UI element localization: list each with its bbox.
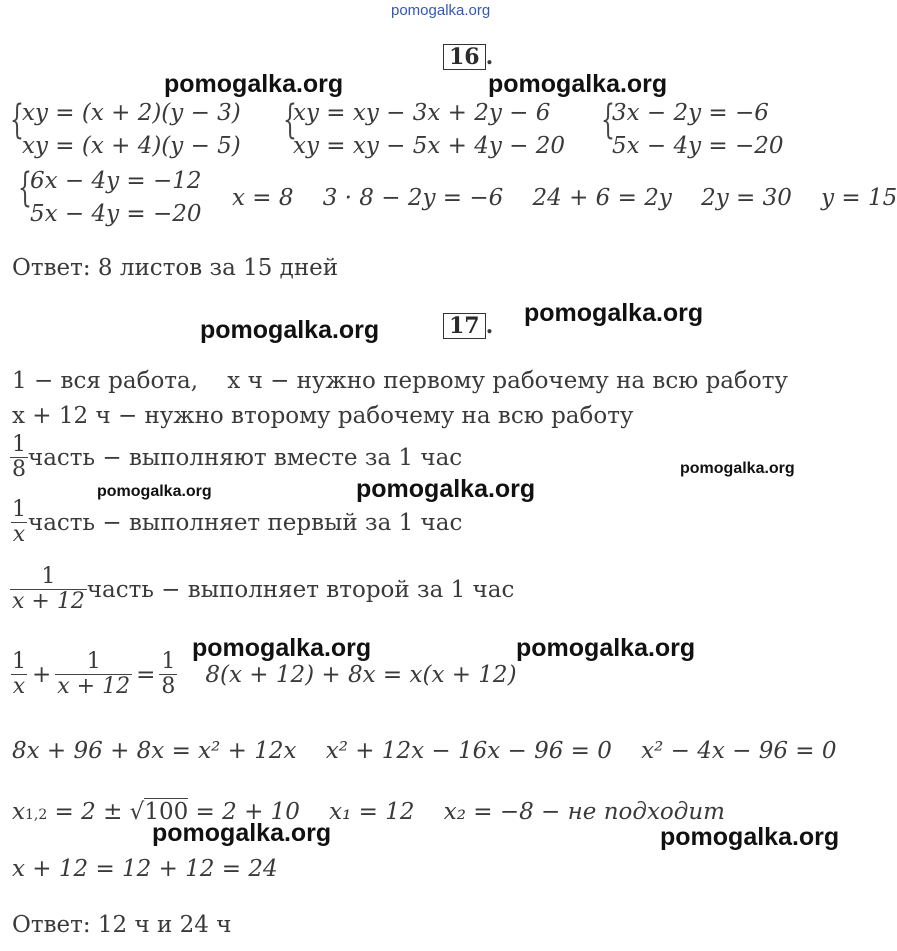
- eq-frac-1-x: [10, 650, 28, 699]
- system4-eq1: 6x − 4y = −12: [30, 168, 202, 194]
- fraction-numerator: 1: [12, 432, 26, 457]
- system2-eq2: xy = xy − 5x + 4y − 20: [293, 133, 566, 159]
- final-line: x + 12 = 12 + 12 = 24: [12, 856, 278, 882]
- watermark: pomogalka.org: [488, 70, 668, 98]
- system-brace: {: [18, 165, 32, 211]
- watermark: pomogalka.org: [524, 299, 704, 327]
- eq-frac-1-8: [159, 650, 177, 699]
- fraction-numerator: 1: [12, 497, 26, 522]
- system4-eq2: 5x − 4y = −20: [30, 201, 202, 227]
- fraction-3-text: часть − выполняет второй за 1 час: [86, 576, 515, 603]
- fraction-2-text: часть − выполняет первый за 1 час: [28, 509, 463, 536]
- equals-sign: =: [136, 661, 156, 688]
- roots-part-b: = 2 ±: [47, 799, 130, 825]
- task-16-number-box: 16: [443, 44, 486, 70]
- fraction-numerator: 1: [86, 649, 101, 674]
- system1-eq1: xy = (x + 2)(y − 3): [22, 100, 241, 126]
- plus-sign: +: [32, 661, 52, 688]
- fraction-denominator: x: [12, 674, 26, 699]
- fraction-denominator: x: [12, 522, 26, 547]
- roots-part-c: = 2 + 10 x₁ = 12 x₂ = −8 − не подходит: [188, 799, 725, 825]
- system3-eq1: 3x − 2y = −6: [612, 100, 769, 126]
- eq-tail: 8(x + 12) + 8x = x(x + 12): [205, 661, 517, 688]
- roots-var: x: [12, 799, 25, 825]
- roots-line: [12, 798, 725, 828]
- system1-eq2: xy = (x + 4)(y − 5): [22, 133, 241, 159]
- watermark: pomogalka.org: [200, 316, 380, 344]
- fraction-1-x-plus-12: [10, 565, 87, 614]
- watermark: pomogalka.org: [356, 475, 536, 503]
- sqrt-symbol: √: [129, 799, 145, 825]
- fraction-line-2: [10, 498, 462, 547]
- watermark: pomogalka.org: [164, 70, 344, 98]
- watermark: pomogalka.org: [152, 819, 332, 847]
- task16-answer: Ответ: 8 листов за 15 дней: [12, 255, 339, 281]
- system2-eq1: xy = xy − 3x + 2y − 6: [293, 100, 551, 126]
- watermark: pomogalka.org: [516, 634, 696, 662]
- task17-line1: 1 − вся работа, x ч − нужно первому рабочему на всю работу: [12, 368, 788, 394]
- watermark: pomogalka.org: [660, 823, 840, 851]
- watermark-top: pomogalka.org: [391, 2, 491, 19]
- task-17-number: 17 .: [443, 313, 493, 339]
- watermark: pomogalka.org: [680, 460, 795, 477]
- fraction-denominator: 8: [12, 457, 26, 482]
- fraction-1-text: часть − выполняют вместе за 1 час: [28, 444, 463, 471]
- fraction-line-3: [10, 565, 514, 614]
- task17-line2: x + 12 ч − нужно второму рабочему на всю работу: [12, 403, 634, 429]
- system-brace: {: [601, 97, 615, 143]
- task-17-number-box: 17: [443, 313, 486, 339]
- roots-subscript: 1,2: [24, 807, 48, 823]
- task17-answer: Ответ: 12 ч и 24 ч: [12, 912, 232, 938]
- fraction-1-8: [10, 433, 28, 482]
- sqrt-radicand: 100: [144, 799, 189, 825]
- task-16-number: 16 .: [443, 44, 493, 70]
- quadratic-line: 8x + 96 + 8x = x² + 12x x² + 12x − 16x − 96 = 0 x² − 4x − 96 = 0: [12, 738, 837, 764]
- fraction-numerator: 1: [12, 649, 26, 674]
- fraction-numerator: 1: [41, 564, 56, 589]
- system-brace: {: [283, 97, 297, 143]
- system3-eq2: 5x − 4y = −20: [612, 133, 784, 159]
- task16-solution: x = 8 3 · 8 − 2y = −6 24 + 6 = 2y 2y = 30 y = 15: [232, 185, 897, 211]
- watermark: pomogalka.org: [97, 483, 212, 500]
- fraction-denominator: x + 12: [12, 589, 85, 614]
- fraction-1-x: [10, 498, 28, 547]
- fraction-denominator: x + 12: [57, 674, 131, 699]
- system-brace: {: [10, 97, 24, 143]
- eq-frac-1-x-plus-12: [55, 650, 132, 699]
- main-equation: [10, 650, 517, 699]
- watermark: pomogalka.org: [192, 634, 372, 662]
- fraction-numerator: 1: [161, 649, 176, 674]
- fraction-denominator: 8: [161, 674, 176, 699]
